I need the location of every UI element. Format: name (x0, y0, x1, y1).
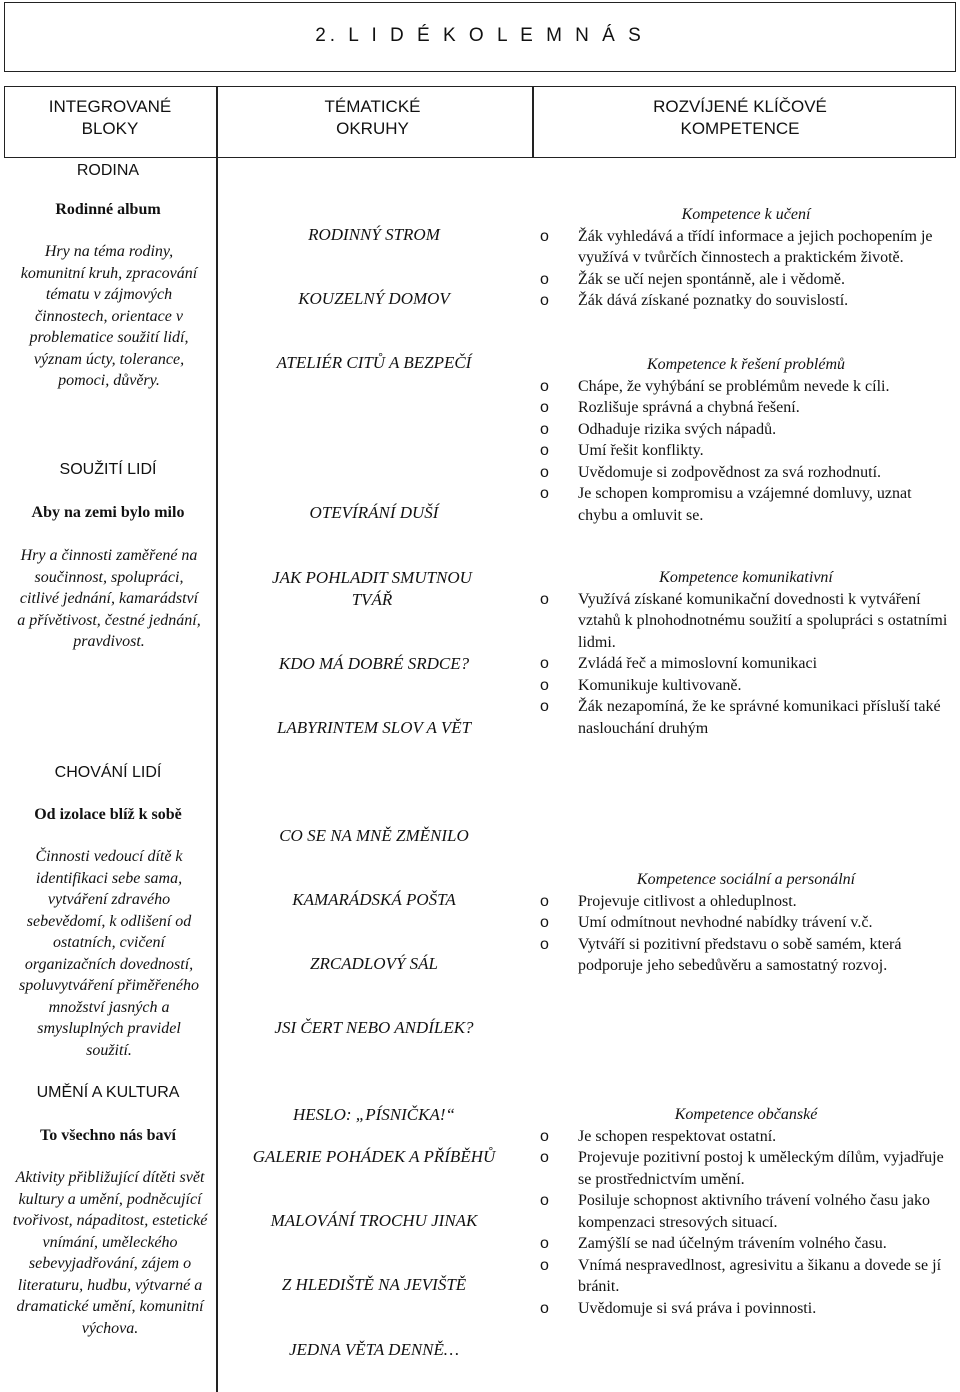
topic-labyrintem-slov: LABYRINTEM SLOV A VĚT (276, 718, 472, 737)
competence-list (540, 376, 952, 527)
list-item: o Uvědomuje si zodpovědnost za svá rozhodnutí. (540, 462, 952, 484)
list-item: o Odhaduje rizika svých nápadů. (540, 419, 952, 441)
list-item: o Vytváří si pozitivní představu o sobě samém, která podporuje jeho sebedůvěru a samostatný rozvoj. (540, 934, 952, 977)
competence-list (540, 891, 952, 977)
competence-uceni (540, 204, 952, 312)
header-integrated-blocks: INTEGROVANÉ BLOKY (48, 97, 172, 138)
topic-atelier-citu: ATELIÉR CITŮ A BEZPEČÍ (276, 353, 472, 372)
section-rodina: RODINA (76, 162, 140, 179)
competence-list (540, 589, 952, 740)
topic-heslo-pisnicka: HESLO: „PÍSNIČKA!“ (293, 1105, 455, 1124)
competence-socialni (540, 869, 952, 977)
list-item: o Umí řešit konflikty. (540, 440, 952, 462)
topic-malovani-trochu: MALOVÁNÍ TROCHU JINAK (270, 1211, 478, 1230)
competence-problemy (540, 354, 952, 526)
topic-otevirani-dusi: OTEVÍRÁNÍ DUŠÍ (309, 503, 439, 522)
list-item: o Projevuje citlivost a ohleduplnost. (540, 891, 952, 913)
list-item: o Využívá získané komunikační dovednosti k vytváření vztahů k plnohodnotnému soužití a spolupráci s ostatními lidmi. (540, 589, 952, 654)
page-title: 2. L I D É K O L E M N Á S (315, 25, 645, 46)
competence-title: Kompetence k řešení problémů (646, 356, 845, 373)
block-desc-souziti: Hry a činnosti zaměřené na součinnost, spolupráci, citlivé jednání, kamarádství a přívětivost, čestné jednání, pravdivost. (17, 547, 201, 650)
topic-galerie-pohadek: GALERIE POHÁDEK A PŘÍBĚHŮ (252, 1147, 496, 1166)
topic-kouzelny-domov: KOUZELNÝ DOMOV (298, 289, 450, 308)
competence-title: Kompetence sociální a personální (636, 871, 856, 888)
block-title-to-vsechno: To všechno nás baví (40, 1127, 176, 1144)
topic-z-hlediste: Z HLEDIŠTĚ NA JEVIŠTĚ (281, 1275, 467, 1294)
list-item: o Žák nezapomíná, že ke správné komunikaci přísluší také naslouchání druhým (540, 696, 952, 739)
competence-obcanske (540, 1104, 952, 1319)
list-item: o Uvědomuje si svá práva i povinnosti. (540, 1298, 952, 1320)
topic-jedna-veta: JEDNA VĚTA DENNĚ… (289, 1340, 459, 1359)
list-item: o Zamýšlí se nad účelným trávením volného času. (540, 1233, 952, 1255)
competence-title: Kompetence k učení (681, 206, 811, 223)
competence-list (540, 226, 952, 312)
topic-kamaradska-posta: KAMARÁDSKÁ POŠTA (292, 890, 456, 909)
section-souziti: SOUŽITÍ LIDÍ (59, 461, 157, 478)
list-item: o Umí odmítnout nevhodné nabídky trávení v.č. (540, 912, 952, 934)
title-box (4, 2, 956, 72)
topic-co-se-na-mne: CO SE NA MNĚ ZMĚNILO (279, 826, 469, 845)
topic-jak-pohladit: JAK POHLADIT SMUTNOU TVÁŘ (272, 568, 472, 609)
block-desc-rodina: Hry na téma rodiny, komunitní kruh, zpracování tématu v zájmových činnostech, orientace v problematice soužití lidí, význam úcty, tolerance, pomoci, důvěry. (20, 243, 198, 389)
competence-komunikativni (540, 567, 952, 739)
list-item: o Vnímá nespravedlnost, agresivitu a šikanu a dovede se jí bránit. (540, 1255, 952, 1298)
header-thematic-areas: TÉMATICKÉ OKRUHY (324, 97, 421, 138)
list-item: o Je schopen respektovat ostatní. (540, 1126, 952, 1148)
competence-title: Kompetence občanské (674, 1106, 818, 1123)
list-item: o Posiluje schopnost aktivního trávení volného času jako kompenzaci stresových situací. (540, 1190, 952, 1233)
block-desc-chovani: Činnosti vedoucí dítě k identifikaci sebe sama, vytváření zdravého sebevědomí, k odlišení od ostatních, cvičení organizačních dovedností, spoluvytváření přiměřeného množství jasných a smysluplných pravidel soužití. (19, 848, 199, 1059)
header-divider-2 (532, 86, 534, 158)
list-item: o Žák dává získané poznatky do souvislostí. (540, 290, 952, 312)
block-title-od-izolace: Od izolace blíž k sobě (34, 806, 182, 823)
section-umeni: UMĚNÍ A KULTURA (36, 1084, 180, 1101)
topic-zrcadlovy-sal: ZRCADLOVÝ SÁL (310, 954, 438, 973)
list-item: o Komunikuje kultivovaně. (540, 675, 952, 697)
list-item: o Žák se učí nejen spontánně, ale i vědomě. (540, 269, 952, 291)
topic-jsi-cert: JSI ČERT NEBO ANDÍLEK? (274, 1018, 474, 1037)
topic-rodinny-strom: RODINNÝ STROM (308, 225, 440, 244)
header-key-competences: ROZVÍJENÉ KLÍČOVÉ KOMPETENCE (653, 97, 827, 138)
list-item: o Projevuje pozitivní postoj k uměleckým dílům, vyjadřuje se prostřednictvím umění. (540, 1147, 952, 1190)
list-item: o Zvládá řeč a mimoslovní komunikaci (540, 653, 952, 675)
block-title-aby-na-zemi: Aby na zemi bylo milo (31, 504, 185, 521)
competence-list (540, 1126, 952, 1320)
column-divider (216, 158, 218, 1392)
block-title-rodinne-album: Rodinné album (55, 201, 161, 218)
competence-title: Kompetence komunikativní (659, 569, 833, 586)
topic-kdo-ma-dobre-srdce: KDO MÁ DOBRÉ SRDCE? (278, 654, 470, 673)
header-divider-1 (216, 86, 218, 158)
list-item: o Žák vyhledává a třídí informace a jejich pochopením je využívá v tvůrčích činnostech a praktickém životě. (540, 226, 952, 269)
list-item: o Je schopen kompromisu a vzájemné domluvy, uznat chybu a omluvit se. (540, 483, 952, 526)
list-item: o Chápe, že vyhýbání se problémům nevede k cíli. (540, 376, 952, 398)
section-chovani: CHOVÁNÍ LIDÍ (54, 764, 162, 781)
list-item: o Rozlišuje správná a chybná řešení. (540, 397, 952, 419)
block-desc-umeni: Aktivity přibližující dítěti svět kultury a umění, podněcující tvořivost, nápaditost, estetické vnímání, uměleckého sebevyjadřování, zájem o literaturu, hudbu, výtvarné a dramatické umění, komunitní výchova. (12, 1169, 208, 1337)
